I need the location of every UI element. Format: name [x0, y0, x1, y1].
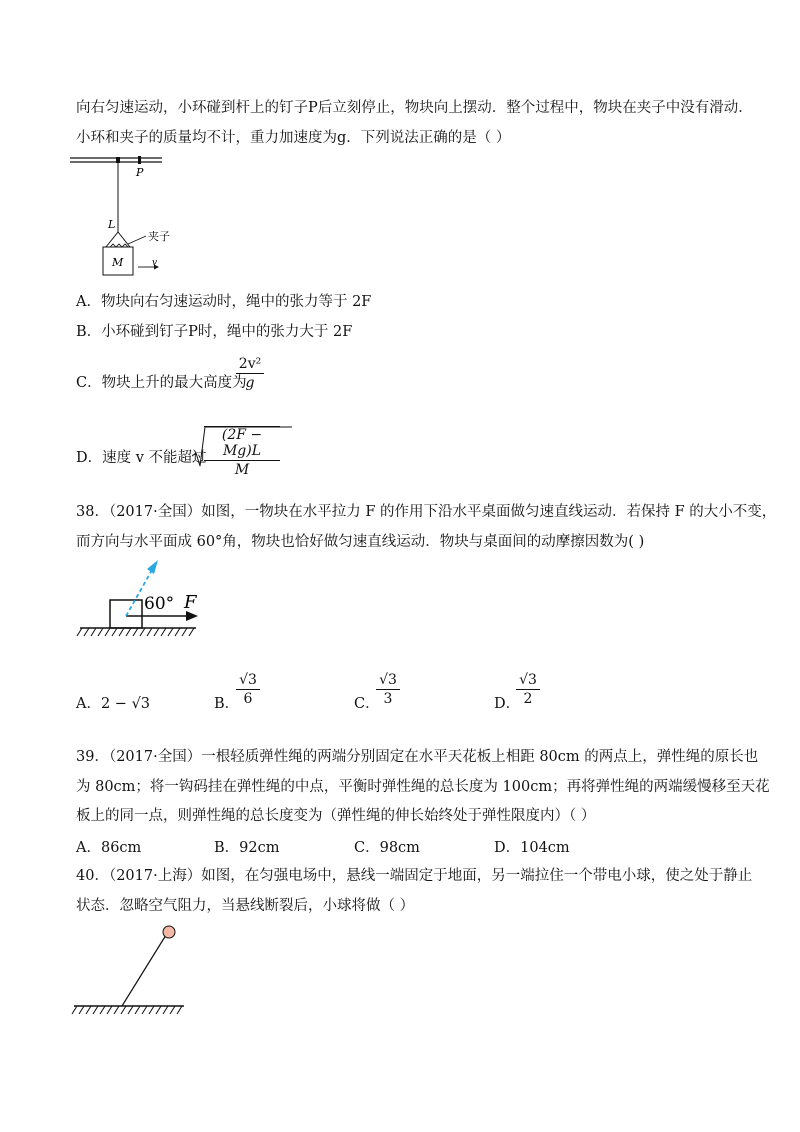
fraction-bar — [516, 689, 540, 690]
q38-option-d-fraction — [516, 672, 540, 707]
q37-option-c-numerator: 2v² — [238, 356, 262, 372]
q38-option-d-numerator: √3 — [519, 672, 537, 688]
fraction-bar — [376, 689, 400, 690]
q39-text-line1: 39．（2017·全国）一根轻质弹性绳的两端分别固定在水平天花板上相距 80cm 的两点上，弹性绳的原长也 — [76, 749, 759, 765]
q39-text-line3: 板上的同一点，则弹性绳的总长度变为（弹性绳的伸长始终处于弹性限度内）（ ） — [76, 808, 596, 824]
q38-option-c-label: C． — [354, 696, 380, 712]
q38-text-line1: 38．（2017·全国）如图，一物块在水平拉力 F 的作用下沿水平桌面做匀速直线运动．若保持 F 的大小不变， — [76, 504, 777, 520]
q37-option-b: B．小环碰到钉子P时，绳中的张力大于 2F — [76, 324, 353, 340]
q38-force-label: F — [184, 592, 197, 613]
charged-ball — [163, 926, 175, 938]
q38-option-c-fraction — [376, 672, 400, 707]
q37-option-a: A．物块向右匀速运动时，绳中的张力等于 2F — [76, 294, 372, 310]
q40-text-line1: 40．（2017·上海）如图，在匀强电场中，悬线一端固定于地面，另一端拉住一个带电小球，使之处于静止 — [76, 868, 753, 884]
q37-option-c: C．物块上升的最大高度为 — [76, 375, 247, 391]
q38-angle-label: 60° — [144, 594, 175, 614]
q37-option-d-numerator: (2F − Mg)L — [221, 427, 263, 459]
q39-option-d: D．104cm — [494, 840, 570, 856]
q38-option-d-denominator: 2 — [523, 691, 533, 707]
fraction-bar — [236, 373, 264, 374]
q37-option-d: D．速度 v 不能超过 — [76, 450, 207, 466]
q39-option-c: C．98cm — [354, 840, 420, 856]
q37-option-c-fraction — [236, 356, 264, 391]
q40-text-line2: 状态．忽略空气阻力，当悬线断裂后，小球将做（ ） — [76, 898, 415, 914]
q37-option-d-denominator: M — [234, 462, 250, 478]
q37-text-line1: 向右匀速运动，小环碰到杆上的钉子P后立刻停止，物块向上摆动．整个过程中，物块在夹子中没有滑动． — [76, 100, 753, 116]
q38-option-d-label: D． — [494, 696, 521, 712]
fraction-bar — [236, 689, 260, 690]
q37-pendulum-figure — [70, 152, 270, 292]
q38-option-b-fraction — [236, 672, 260, 707]
q37-label-clip: 夹子 — [148, 230, 170, 243]
q38-option-a: A．2 − √3 — [76, 696, 151, 712]
q37-label-p: P — [136, 166, 144, 179]
q38-option-b-denominator: 6 — [243, 691, 253, 707]
q37-text-line2: 小环和夹子的质量均不计，重力加速度为g．下列说法正确的是（ ） — [76, 130, 511, 146]
q37-option-d-fraction — [204, 426, 280, 478]
q38-block-figure — [74, 560, 234, 640]
q38-option-c-denominator: 3 — [383, 691, 393, 707]
q38-text-line2: 而方向与水平面成 60°角，物块也恰好做匀速直线运动．物块与桌面间的动摩擦因数为( ) — [76, 534, 645, 550]
q38-option-b-numerator: √3 — [239, 672, 257, 688]
fraction-bar — [204, 460, 280, 461]
q37-label-l: L — [108, 218, 116, 231]
q38-option-b-label: B． — [214, 696, 240, 712]
q39-text-line2: 为 80cm；将一钩码挂在弹性绳的中点，平衡时弹性绳的总长度为 100cm；再将弹性绳的两端缓慢移至天花 — [76, 779, 770, 795]
q40-pendulum-figure — [72, 922, 202, 1022]
q39-option-a: A．86cm — [76, 840, 142, 856]
q37-label-m: M — [112, 256, 124, 269]
q38-option-c-numerator: √3 — [379, 672, 397, 688]
q37-option-c-denominator: g — [245, 375, 255, 391]
q39-option-b: B．92cm — [214, 840, 280, 856]
q37-label-v: v — [152, 258, 158, 268]
